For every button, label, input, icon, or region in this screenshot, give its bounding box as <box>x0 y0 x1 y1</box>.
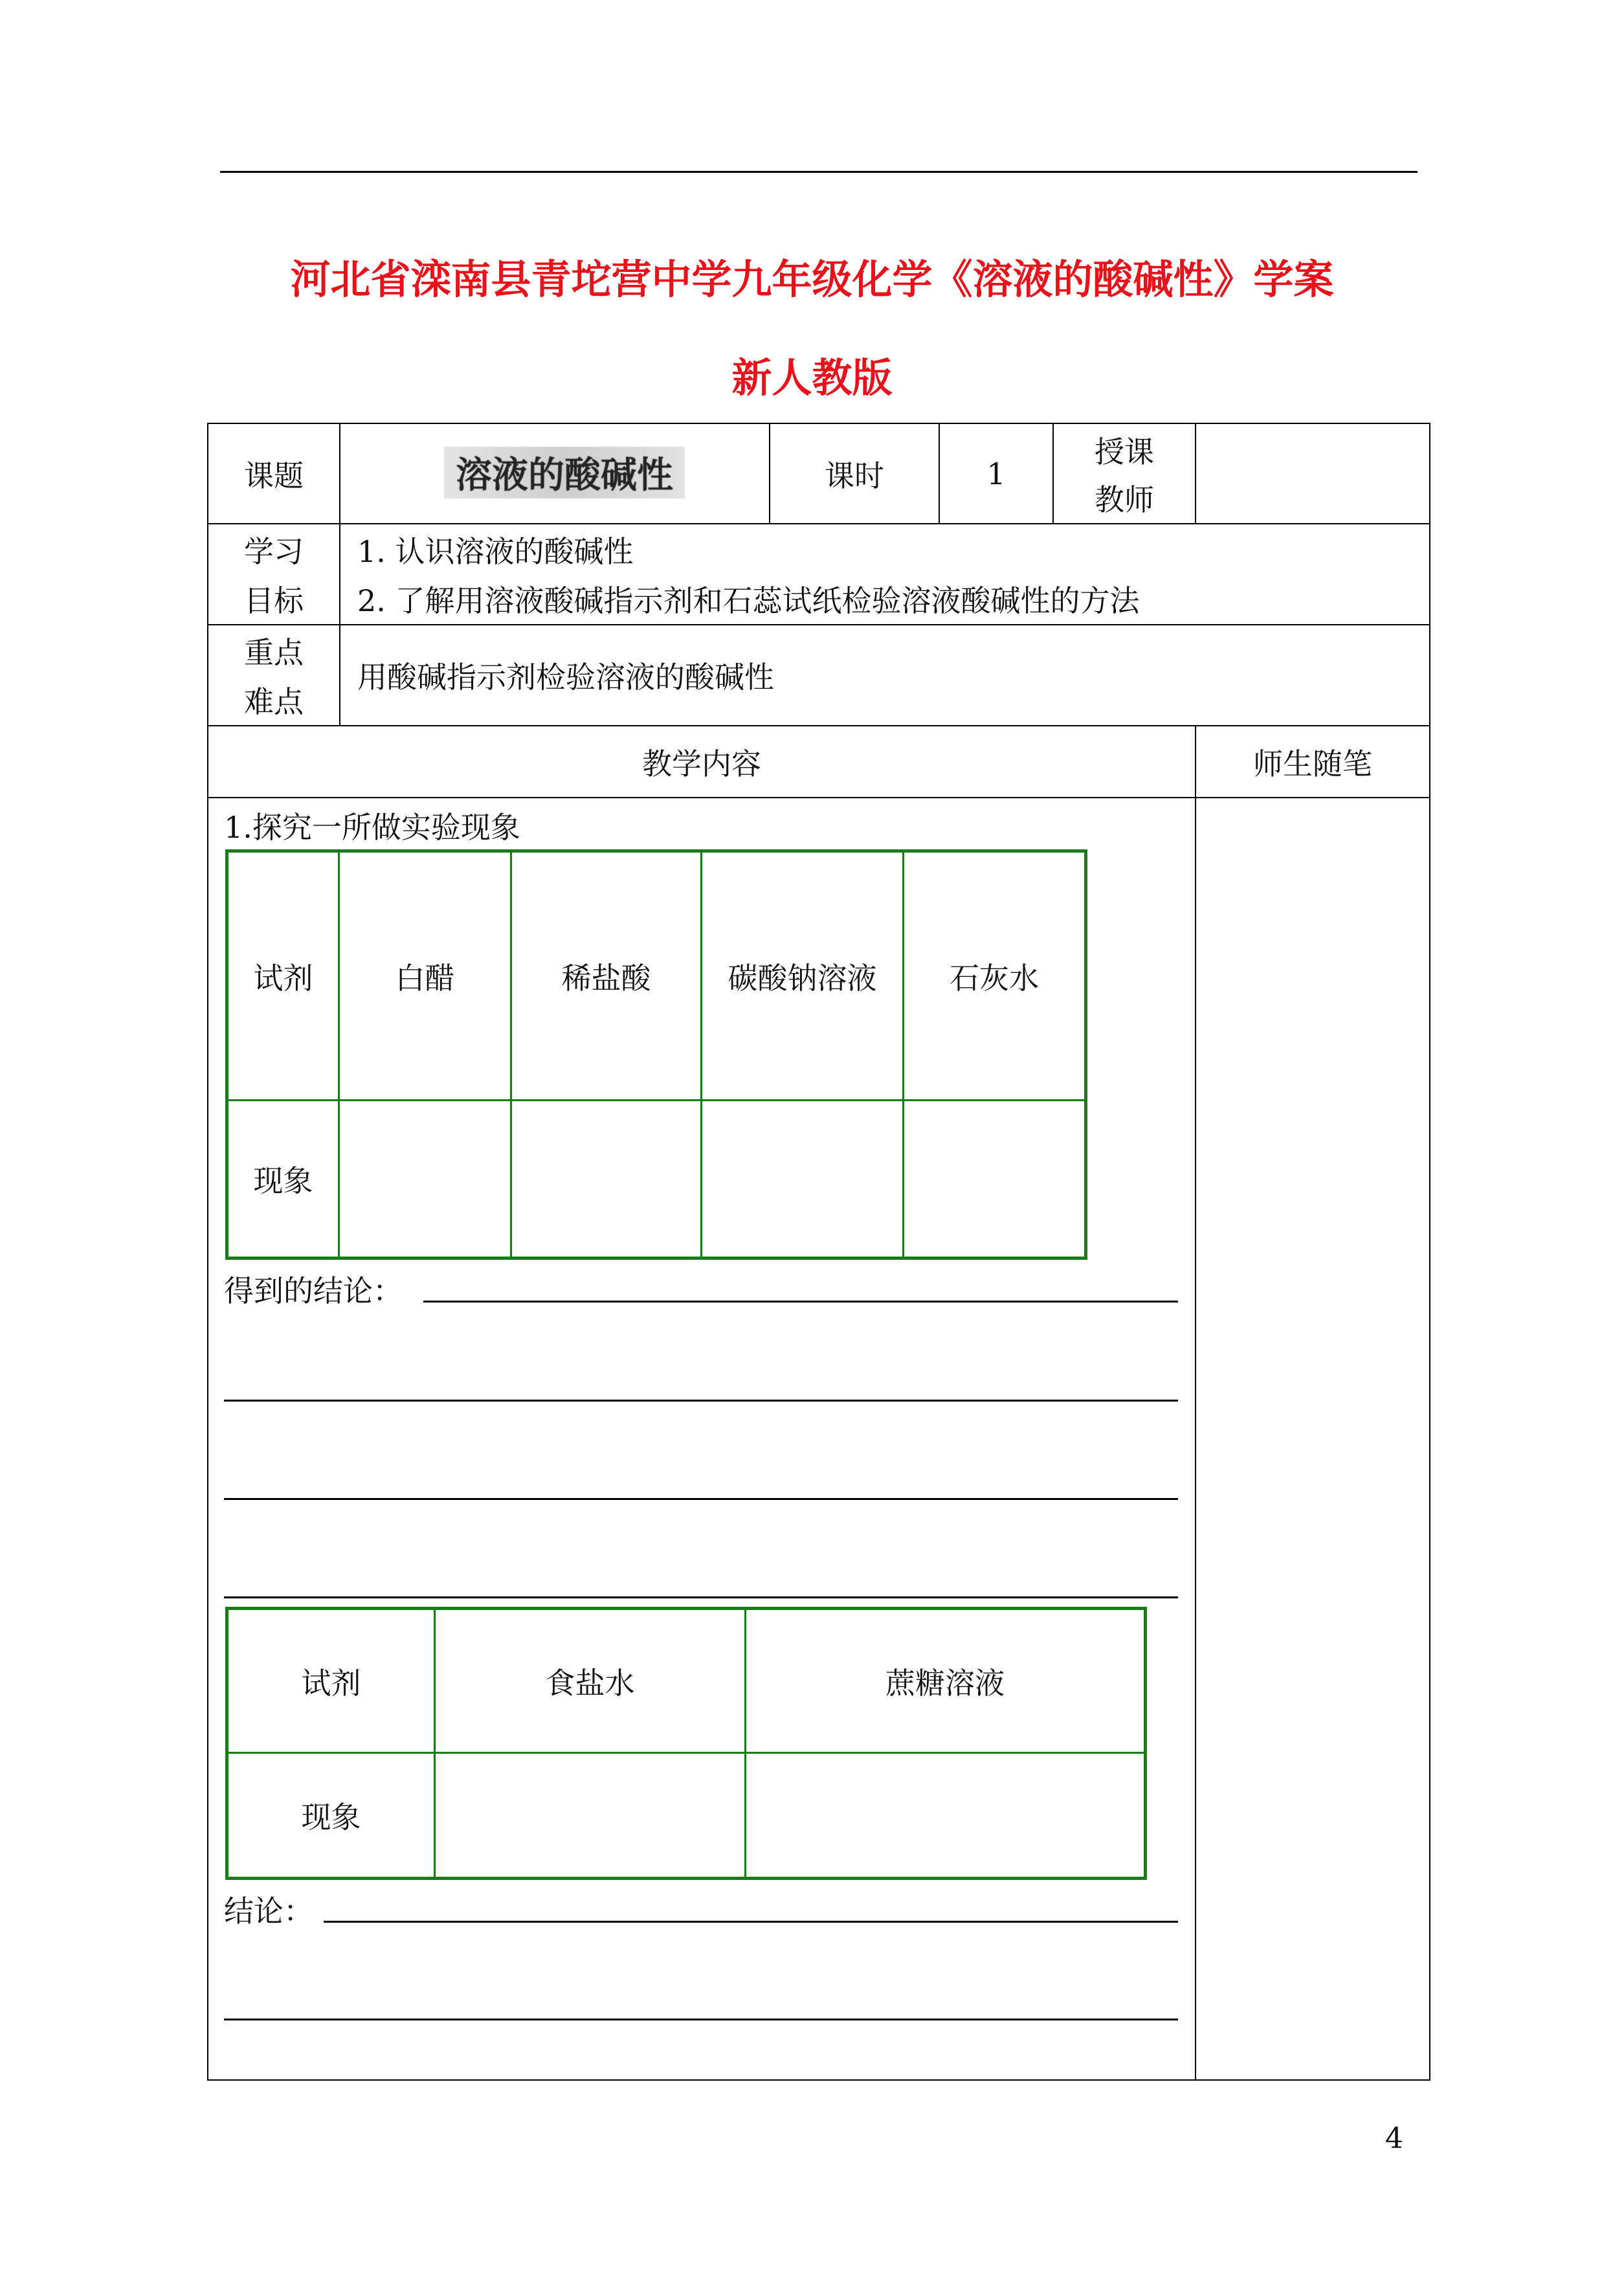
conclusion-2-line-2[interactable] <box>224 2019 1178 2020</box>
table2-col-salt-water: 食盐水 <box>545 1665 635 1701</box>
table1-col-dilute-hcl: 稀盐酸 <box>561 960 651 996</box>
period-value: 1 <box>986 456 1006 491</box>
period-label: 课时 <box>825 458 884 493</box>
conclusion-1-line-2[interactable] <box>224 1400 1178 1402</box>
notes-header: 师生随笔 <box>1253 746 1372 781</box>
table1-row-header-reagent: 试剂 <box>253 960 313 996</box>
conclusion-1-label: 得到的结论： <box>224 1273 403 1308</box>
conclusion-1-line-1[interactable] <box>423 1301 1178 1303</box>
table2-row-header-phenomenon: 现象 <box>301 1800 361 1835</box>
topic-label: 课题 <box>244 458 304 493</box>
key-value: 用酸碱指示剂检验溶液的酸碱性 <box>357 660 774 695</box>
table1-col-vinegar: 白醋 <box>395 960 455 996</box>
goal-2: 2. 了解用溶液酸碱指示剂和石蕊试纸检验溶液酸碱性的方法 <box>357 583 1140 618</box>
document-title: 河北省滦南县青坨营中学九年级化学《溶液的酸碱性》学案 <box>290 256 1334 303</box>
table2-row-header-reagent: 试剂 <box>301 1665 361 1701</box>
topic-value: 溶液的酸碱性 <box>444 447 685 498</box>
conclusion-1-line-4[interactable] <box>224 1596 1178 1598</box>
conclusion-2-label: 结论： <box>224 1894 313 1929</box>
teacher-label-1: 授课 <box>1095 434 1154 469</box>
key-label-2: 难点 <box>244 684 304 719</box>
header-rule <box>220 171 1418 173</box>
goals-label-2: 目标 <box>244 583 304 618</box>
teacher-value <box>1196 424 1429 523</box>
conclusion-1-line-3[interactable] <box>224 1498 1178 1500</box>
document-subtitle: 新人教版 <box>731 354 893 401</box>
conclusion-2-line-1[interactable] <box>324 1921 1178 1923</box>
goal-1: 1. 认识溶液的酸碱性 <box>357 534 634 569</box>
content-header: 教学内容 <box>642 746 761 781</box>
page-number: 4 <box>1385 2122 1403 2155</box>
table1-col-sodium-carbonate: 碳酸钠溶液 <box>728 960 877 996</box>
section-1-heading: 1.探究一所做实验现象 <box>224 810 520 845</box>
table2-col-sucrose-solution: 蔗糖溶液 <box>885 1665 1005 1701</box>
table1-col-limewater: 石灰水 <box>950 960 1039 996</box>
goals-label-1: 学习 <box>244 534 304 569</box>
key-label-1: 重点 <box>244 635 304 670</box>
teacher-label-2: 教师 <box>1095 482 1154 517</box>
table1-row-header-phenomenon: 现象 <box>253 1163 313 1198</box>
